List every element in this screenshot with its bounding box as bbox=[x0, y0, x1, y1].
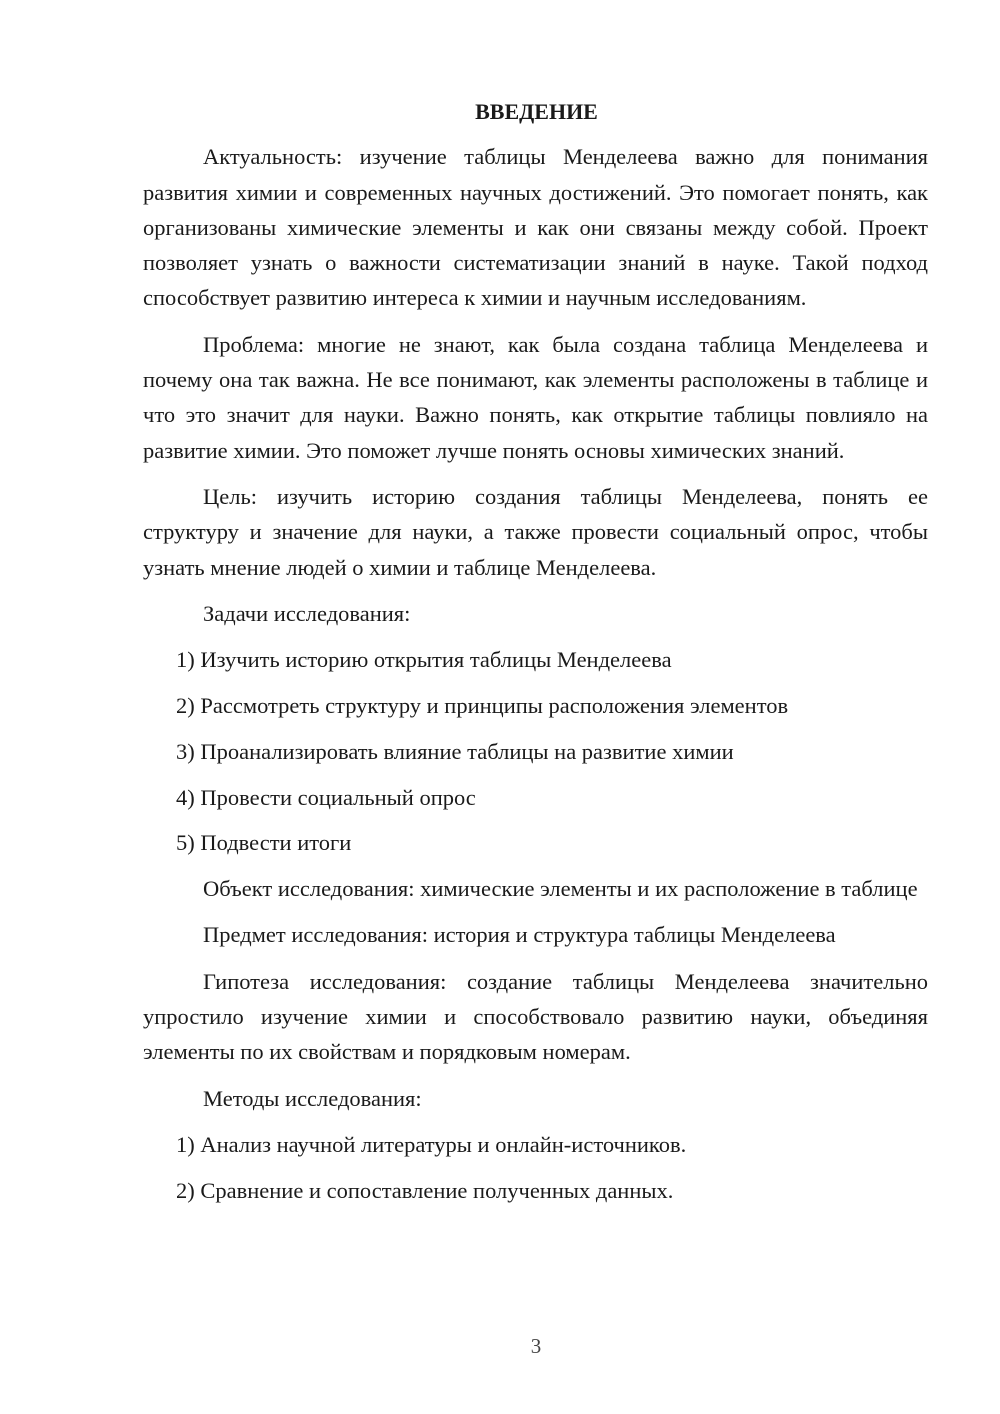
methods-heading: Методы исследования: bbox=[203, 1085, 422, 1111]
problem-paragraph: Проблема: многие не знают, как была создана таблица Менделеева и почему она так важна. Не все понимают, как элементы расположены в таблице и что это значит для науки. Важно понять, как открытие таблицы повлияло на развитие химии. Это поможет лучше понять основы химических знаний. bbox=[143, 331, 928, 463]
task-item-3: 3) Проанализировать влияние таблицы на развитие химии bbox=[176, 738, 734, 764]
methods-list bbox=[143, 1127, 928, 1208]
tasks-heading: Задачи исследования: bbox=[203, 600, 411, 626]
hypothesis-paragraph: Гипотеза исследования: создание таблицы Менделеева значительно упростило изучение химии и способствовало развитию науки, объединяя элементы по их свойствам и порядковым номерам. bbox=[143, 968, 928, 1065]
task-item-4: 4) Провести социальный опрос bbox=[176, 784, 476, 810]
object-paragraph: Объект исследования: химические элементы и их расположение в таблице bbox=[203, 876, 918, 902]
page-content bbox=[143, 94, 928, 1219]
subject-paragraph: Предмет исследования: история и структура таблицы Менделеева bbox=[203, 922, 836, 948]
goal-paragraph: Цель: изучить историю создания таблицы Менделеева, понять ее структуру и значение для науки, а также провести социальный опрос, чтобы узнать мнение людей о химии и таблице Менделеева. bbox=[143, 483, 928, 580]
relevance-paragraph: Актуальность: изучение таблицы Менделеева важно для понимания развития химии и современных научных достижений. Это помогает понять, как организованы химические элементы и как они связаны между собой. Проект позволяет узнать о важности систематизации знаний в науке. Такой подход способствует развитию интереса к химии и научным исследованиям. bbox=[143, 144, 928, 311]
tasks-list bbox=[143, 642, 928, 860]
method-item-2: 2) Сравнение и сопоставление полученных данных. bbox=[176, 1177, 674, 1203]
page-number: 3 bbox=[530, 1334, 542, 1358]
task-item-2: 2) Рассмотреть структуру и принципы расположения элементов bbox=[176, 692, 789, 718]
task-item-5: 5) Подвести итоги bbox=[176, 830, 352, 856]
method-item-1: 1) Анализ научной литературы и онлайн-источников. bbox=[176, 1131, 687, 1157]
task-item-1: 1) Изучить историю открытия таблицы Менделеева bbox=[176, 647, 672, 673]
section-title: ВВЕДЕНИЕ bbox=[475, 99, 598, 124]
